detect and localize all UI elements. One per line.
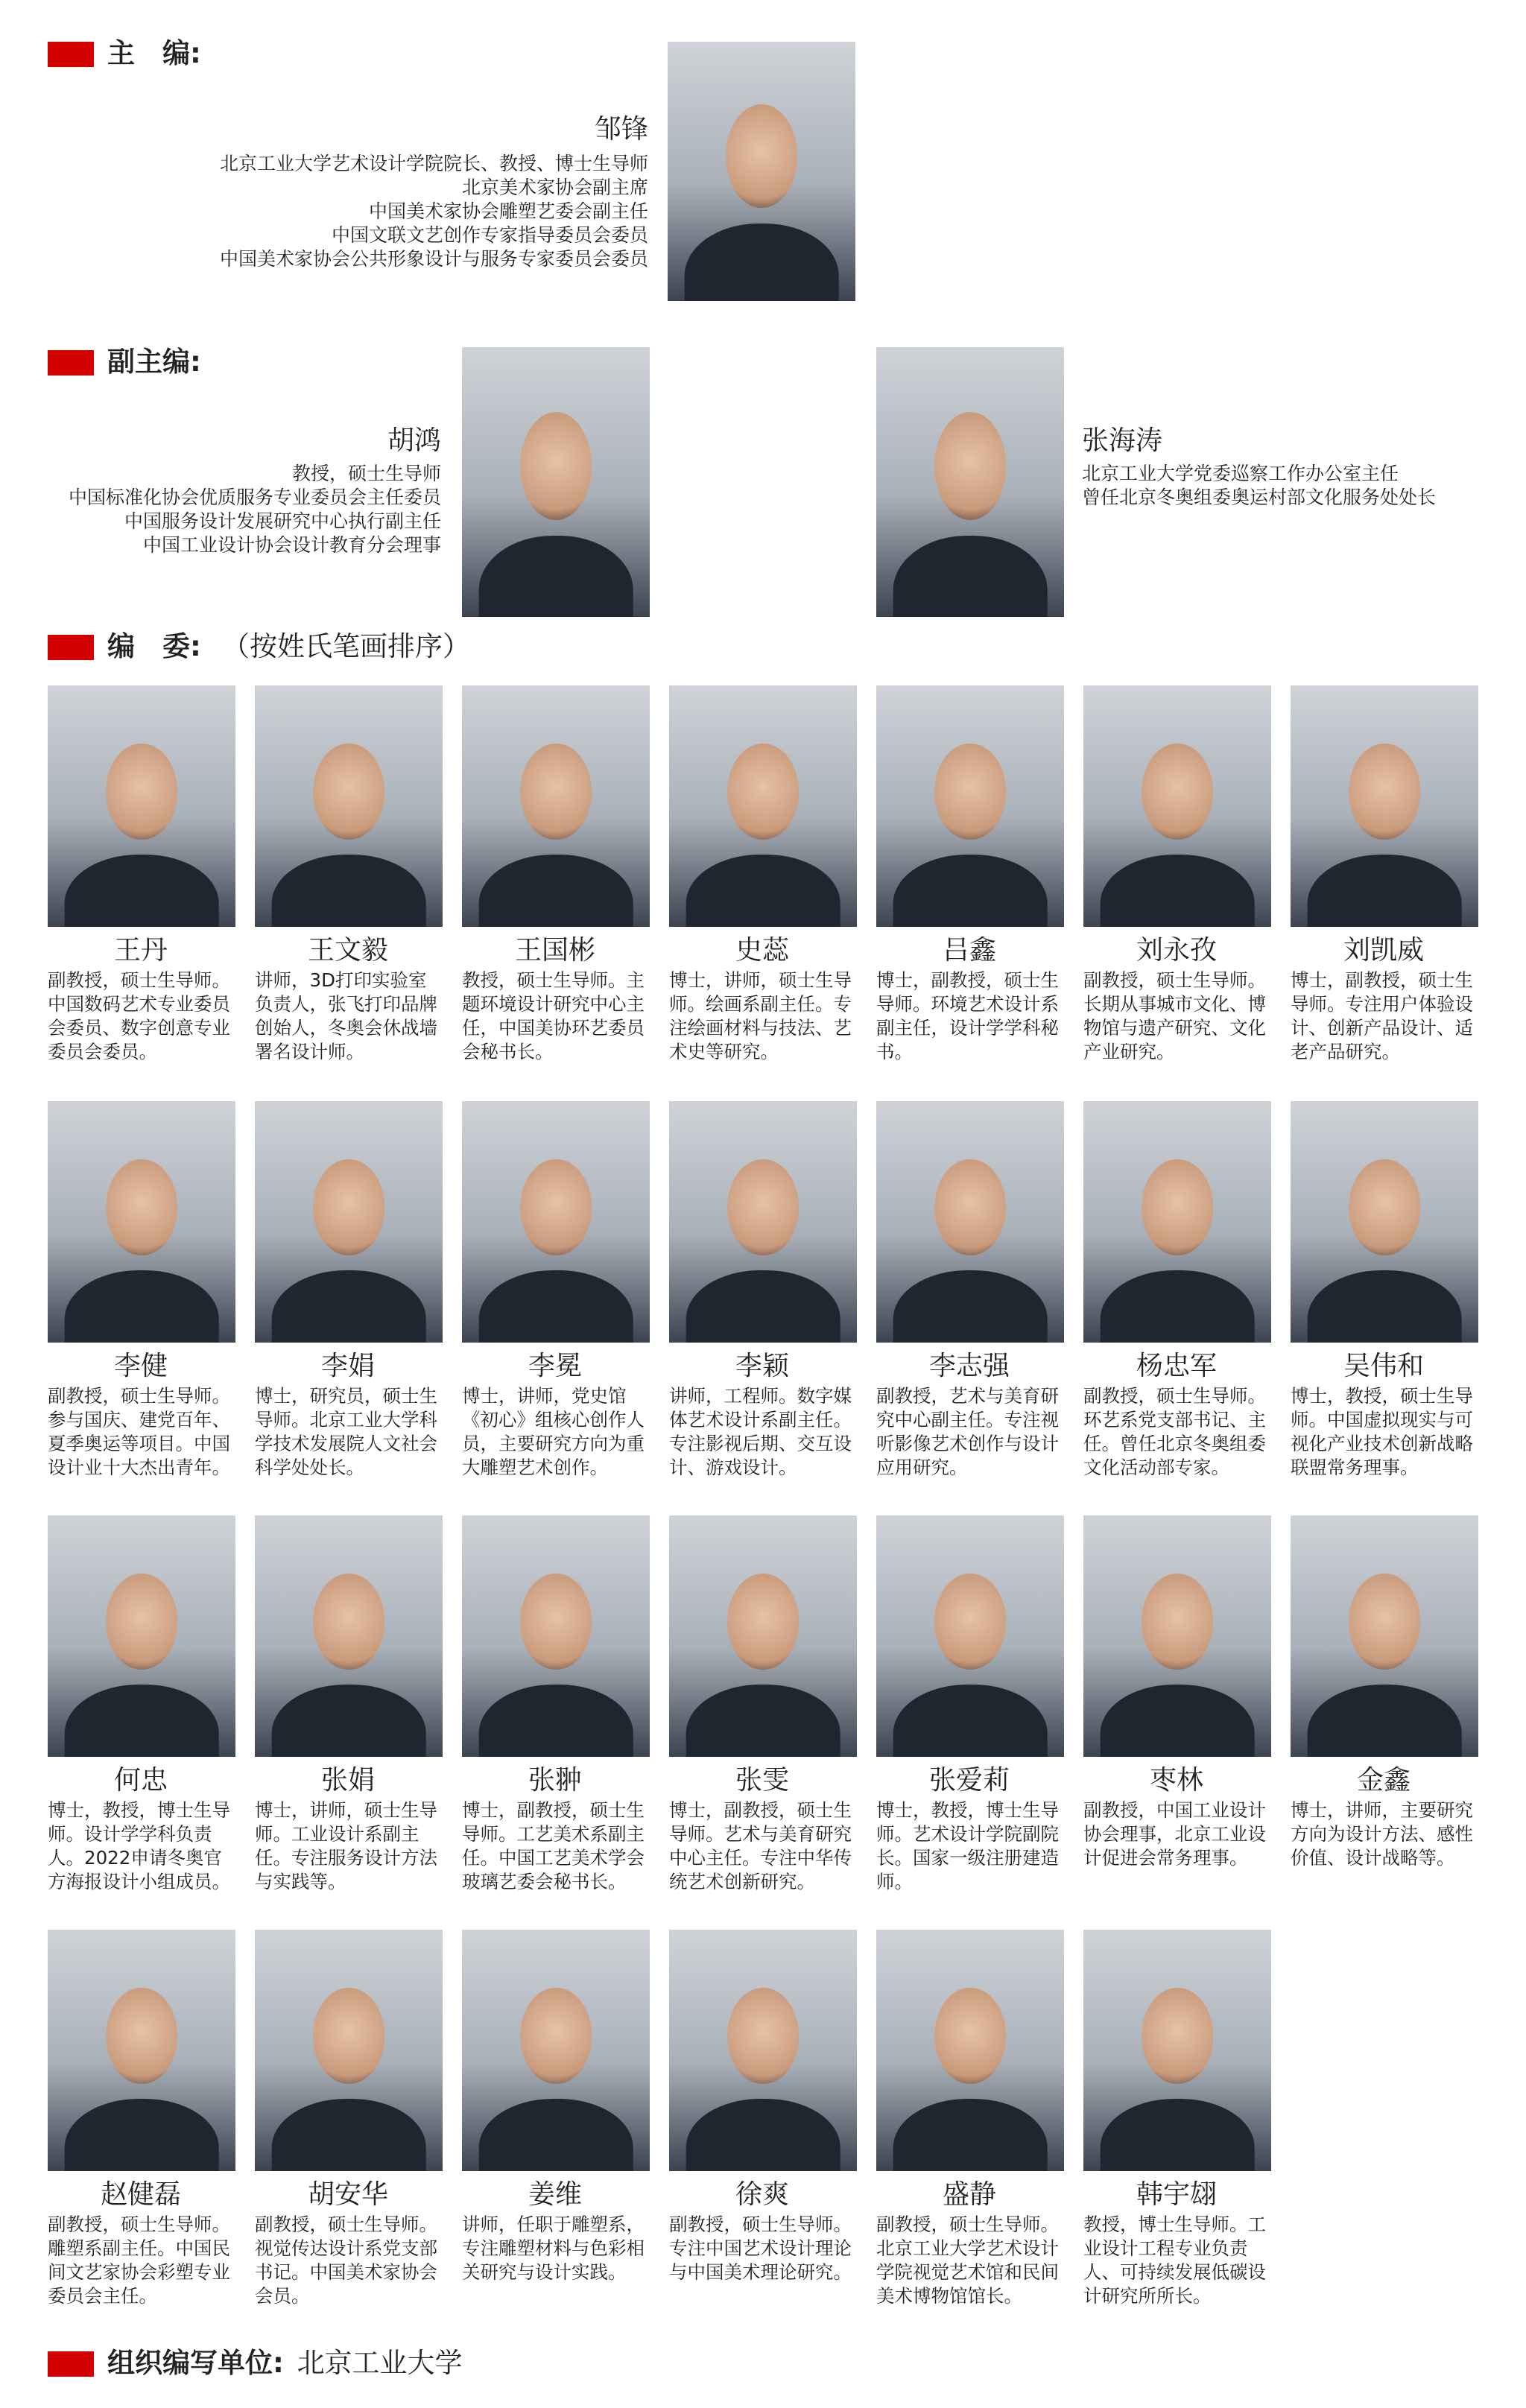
member-photo [1083,685,1271,927]
member-photo [255,685,443,927]
title-line: 中国美术家协会雕塑艺委会副主任 [368,200,648,222]
editorial-board-sort-note: （按姓氏笔画排序） [222,630,470,662]
member-name: 李志强 [928,1351,1010,1381]
member-photo [876,1101,1064,1343]
member-description: 副教授，中国工业设计协会理事，北京工业设计促进会常务理事。 [1083,1799,1266,1869]
member-description: 教授，硕士生导师。主题环境设计研究中心主任，中国美协环艺委员会秘书长。 [462,969,645,1062]
member-name: 枣林 [1149,1765,1203,1796]
deputy-editor-titles [1082,462,1436,510]
member-description: 博士，教授，博士生导师。设计学学科负责人。2022申请冬奥官方海报设计小组成员。 [48,1799,230,1892]
member-photo [48,1515,235,1757]
deputy-editor-photo [876,347,1064,617]
member-photo [255,1930,443,2171]
member-name: 李颖 [735,1351,789,1381]
member-description: 博士，副教授，硕士生导师。专注用户体验设计、创新产品设计、适老产品研究。 [1291,969,1473,1062]
member-description: 副教授，硕士生导师。环艺系党支部书记、主任。曾任北京冬奥组委文化活动部专家。 [1083,1385,1266,1478]
member-photo [48,1101,235,1343]
member-photo [876,1930,1064,2171]
section-marker-footer [48,2351,94,2377]
section-marker-board [48,635,94,660]
member-name: 吕鑫 [942,935,996,966]
member-photo [876,1515,1064,1757]
member-name: 李健 [113,1351,168,1381]
member-name: 张娟 [320,1765,375,1796]
member-photo [1083,1515,1271,1757]
deputy-editor-titles [15,462,441,557]
section-marker-chief [48,42,94,67]
member-photo [462,1930,650,2171]
deputy-editor-name: 张海涛 [1082,425,1163,456]
member-name: 刘凯威 [1343,935,1424,966]
title-line: 北京工业大学艺术设计学院院长、教授、博士生导师 [219,153,648,174]
member-description: 副教授，硕士生导师。长期从事城市文化、博物馆与遗产研究、文化产业研究。 [1083,969,1266,1062]
member-description: 副教授，硕士生导师。中国数码艺术专业委员会委员、数字创意专业委员会委员。 [48,969,230,1062]
member-name: 史蕊 [735,935,789,966]
member-description: 博士，讲师，硕士生导师。绘画系副主任。专注绘画材料与技法、艺术史等研究。 [669,969,852,1062]
organizer-value: 北京工业大学 [297,2347,463,2379]
member-name: 盛静 [942,2179,996,2210]
member-photo [1291,1101,1478,1343]
member-description: 讲师，任职于雕塑系，专注雕塑材料与色彩相关研究与设计实践。 [462,2214,645,2283]
member-description: 博士，副教授，硕士生导师。环境艺术设计系副主任，设计学学科秘书。 [876,969,1059,1062]
member-description: 博士，研究员，硕士生导师。北京工业大学科学技术发展院人文社会科学处处长。 [255,1385,437,1478]
organizer [107,2348,463,2378]
member-description: 讲师，工程师。数字媒体艺术设计系副主任。专注影视后期、交互设计、游戏设计。 [669,1385,852,1478]
member-photo [1291,1515,1478,1757]
deputy-editor-name: 胡鸿 [387,425,441,456]
member-name: 张翀 [528,1765,582,1796]
member-description: 教授，博士生导师。工业设计工程专业负责人、可持续发展低碳设计研究所所长。 [1083,2214,1266,2307]
member-photo [462,1101,650,1343]
member-description: 博士，副教授，硕士生导师。工艺美术系副主任。中国工艺美术学会玻璃艺委会秘书长。 [462,1799,645,1892]
member-description: 博士，讲师，党史馆《初心》组核心创作人员，主要研究方向为重大雕塑艺术创作。 [462,1385,645,1478]
member-photo [669,1930,857,2171]
member-description: 博士，教授，硕士生导师。中国虚拟现实与可视化产业技术创新战略联盟常务理事。 [1291,1385,1473,1478]
member-name: 赵健磊 [100,2179,181,2210]
deputy-editor-photo [462,347,650,617]
member-description: 博士，教授，博士生导师。艺术设计学院副院长。国家一级注册建造师。 [876,1799,1059,1892]
section-marker-deputy [48,350,94,376]
member-photo [669,1515,857,1757]
chief-editor-heading: 主 编: [107,37,201,69]
member-photo [1291,685,1478,927]
member-photo [462,1515,650,1757]
deputy-editor-heading: 副主编: [107,346,201,378]
member-description: 副教授，硕士生导师。参与国庆、建党百年、夏季奥运等项目。中国设计业十大杰出青年。 [48,1385,230,1478]
title-line: 中国文联文艺创作专家指导委员会委员 [331,224,648,246]
title-line: 中国服务设计发展研究中心执行副主任 [124,510,441,532]
member-name: 李冕 [528,1351,582,1381]
member-name: 李娟 [320,1351,375,1381]
chief-editor-photo [668,42,855,301]
member-photo [255,1101,443,1343]
title-line: 中国美术家协会公共形象设计与服务专家委员会委员 [219,248,648,270]
member-name: 韩宇翃 [1136,2179,1217,2210]
member-name: 何忠 [113,1765,168,1796]
member-photo [48,1930,235,2171]
member-photo [462,685,650,927]
member-photo [669,1101,857,1343]
member-name: 刘永孜 [1136,935,1217,966]
member-description: 副教授，硕士生导师。视觉传达设计系党支部书记。中国美术家协会会员。 [255,2214,437,2307]
member-photo [669,685,857,927]
member-name: 金鑫 [1356,1765,1411,1796]
member-description: 副教授，硕士生导师。雕塑系副主任。中国民间文艺家协会彩塑专业委员会主任。 [48,2214,230,2307]
member-photo [1083,1930,1271,2171]
member-name: 胡安华 [307,2179,388,2210]
title-line: 教授，硕士生导师 [291,463,441,484]
member-name: 张爱莉 [928,1765,1010,1796]
member-description: 博士，副教授，硕士生导师。艺术与美育研究中心主任。专注中华传统艺术创新研究。 [669,1799,852,1892]
chief-editor-titles [149,152,648,271]
member-photo [1083,1101,1271,1343]
member-description: 博士，讲师，主要研究方向为设计方法、感性价值、设计战略等。 [1291,1799,1473,1869]
member-description: 副教授，艺术与美育研究中心副主任。专注视听影像艺术创作与设计应用研究。 [876,1385,1059,1478]
member-name: 张雯 [735,1765,789,1796]
member-name: 王丹 [113,935,168,966]
member-description: 副教授，硕士生导师。专注中国艺术设计理论与中国美术理论研究。 [669,2214,852,2283]
member-photo [48,685,235,927]
member-name: 王文毅 [307,935,388,966]
title-line: 北京美术家协会副主席 [461,177,648,198]
member-name: 杨忠军 [1136,1351,1217,1381]
member-description: 讲师，3D打印实验室负责人，张飞打印品牌创始人，冬奥会休战墙署名设计师。 [255,969,437,1062]
title-line: 北京工业大学党委巡察工作办公室主任 [1082,463,1399,484]
member-photo [876,685,1064,927]
member-photo [255,1515,443,1757]
chief-editor-name: 邹锋 [594,114,648,145]
member-name: 姜维 [528,2179,582,2210]
member-description: 副教授，硕士生导师。北京工业大学艺术设计学院视觉艺术馆和民间美术博物馆馆长。 [876,2214,1059,2307]
member-description: 博士，讲师，硕士生导师。工业设计系副主任。专注服务设计方法与实践等。 [255,1799,437,1892]
member-name: 王国彬 [514,935,595,966]
organizer-label: 组织编写单位: [107,2347,284,2379]
title-line: 曾任北京冬奥组委奥运村部文化服务处处长 [1082,487,1437,508]
title-line: 中国标准化协会优质服务专业委员会主任委员 [68,487,441,508]
member-name: 吴伟和 [1343,1351,1424,1381]
editorial-board-heading: 编 委: [107,630,201,662]
title-line: 中国工业设计协会设计教育分会理事 [142,534,441,556]
member-name: 徐爽 [735,2179,789,2210]
